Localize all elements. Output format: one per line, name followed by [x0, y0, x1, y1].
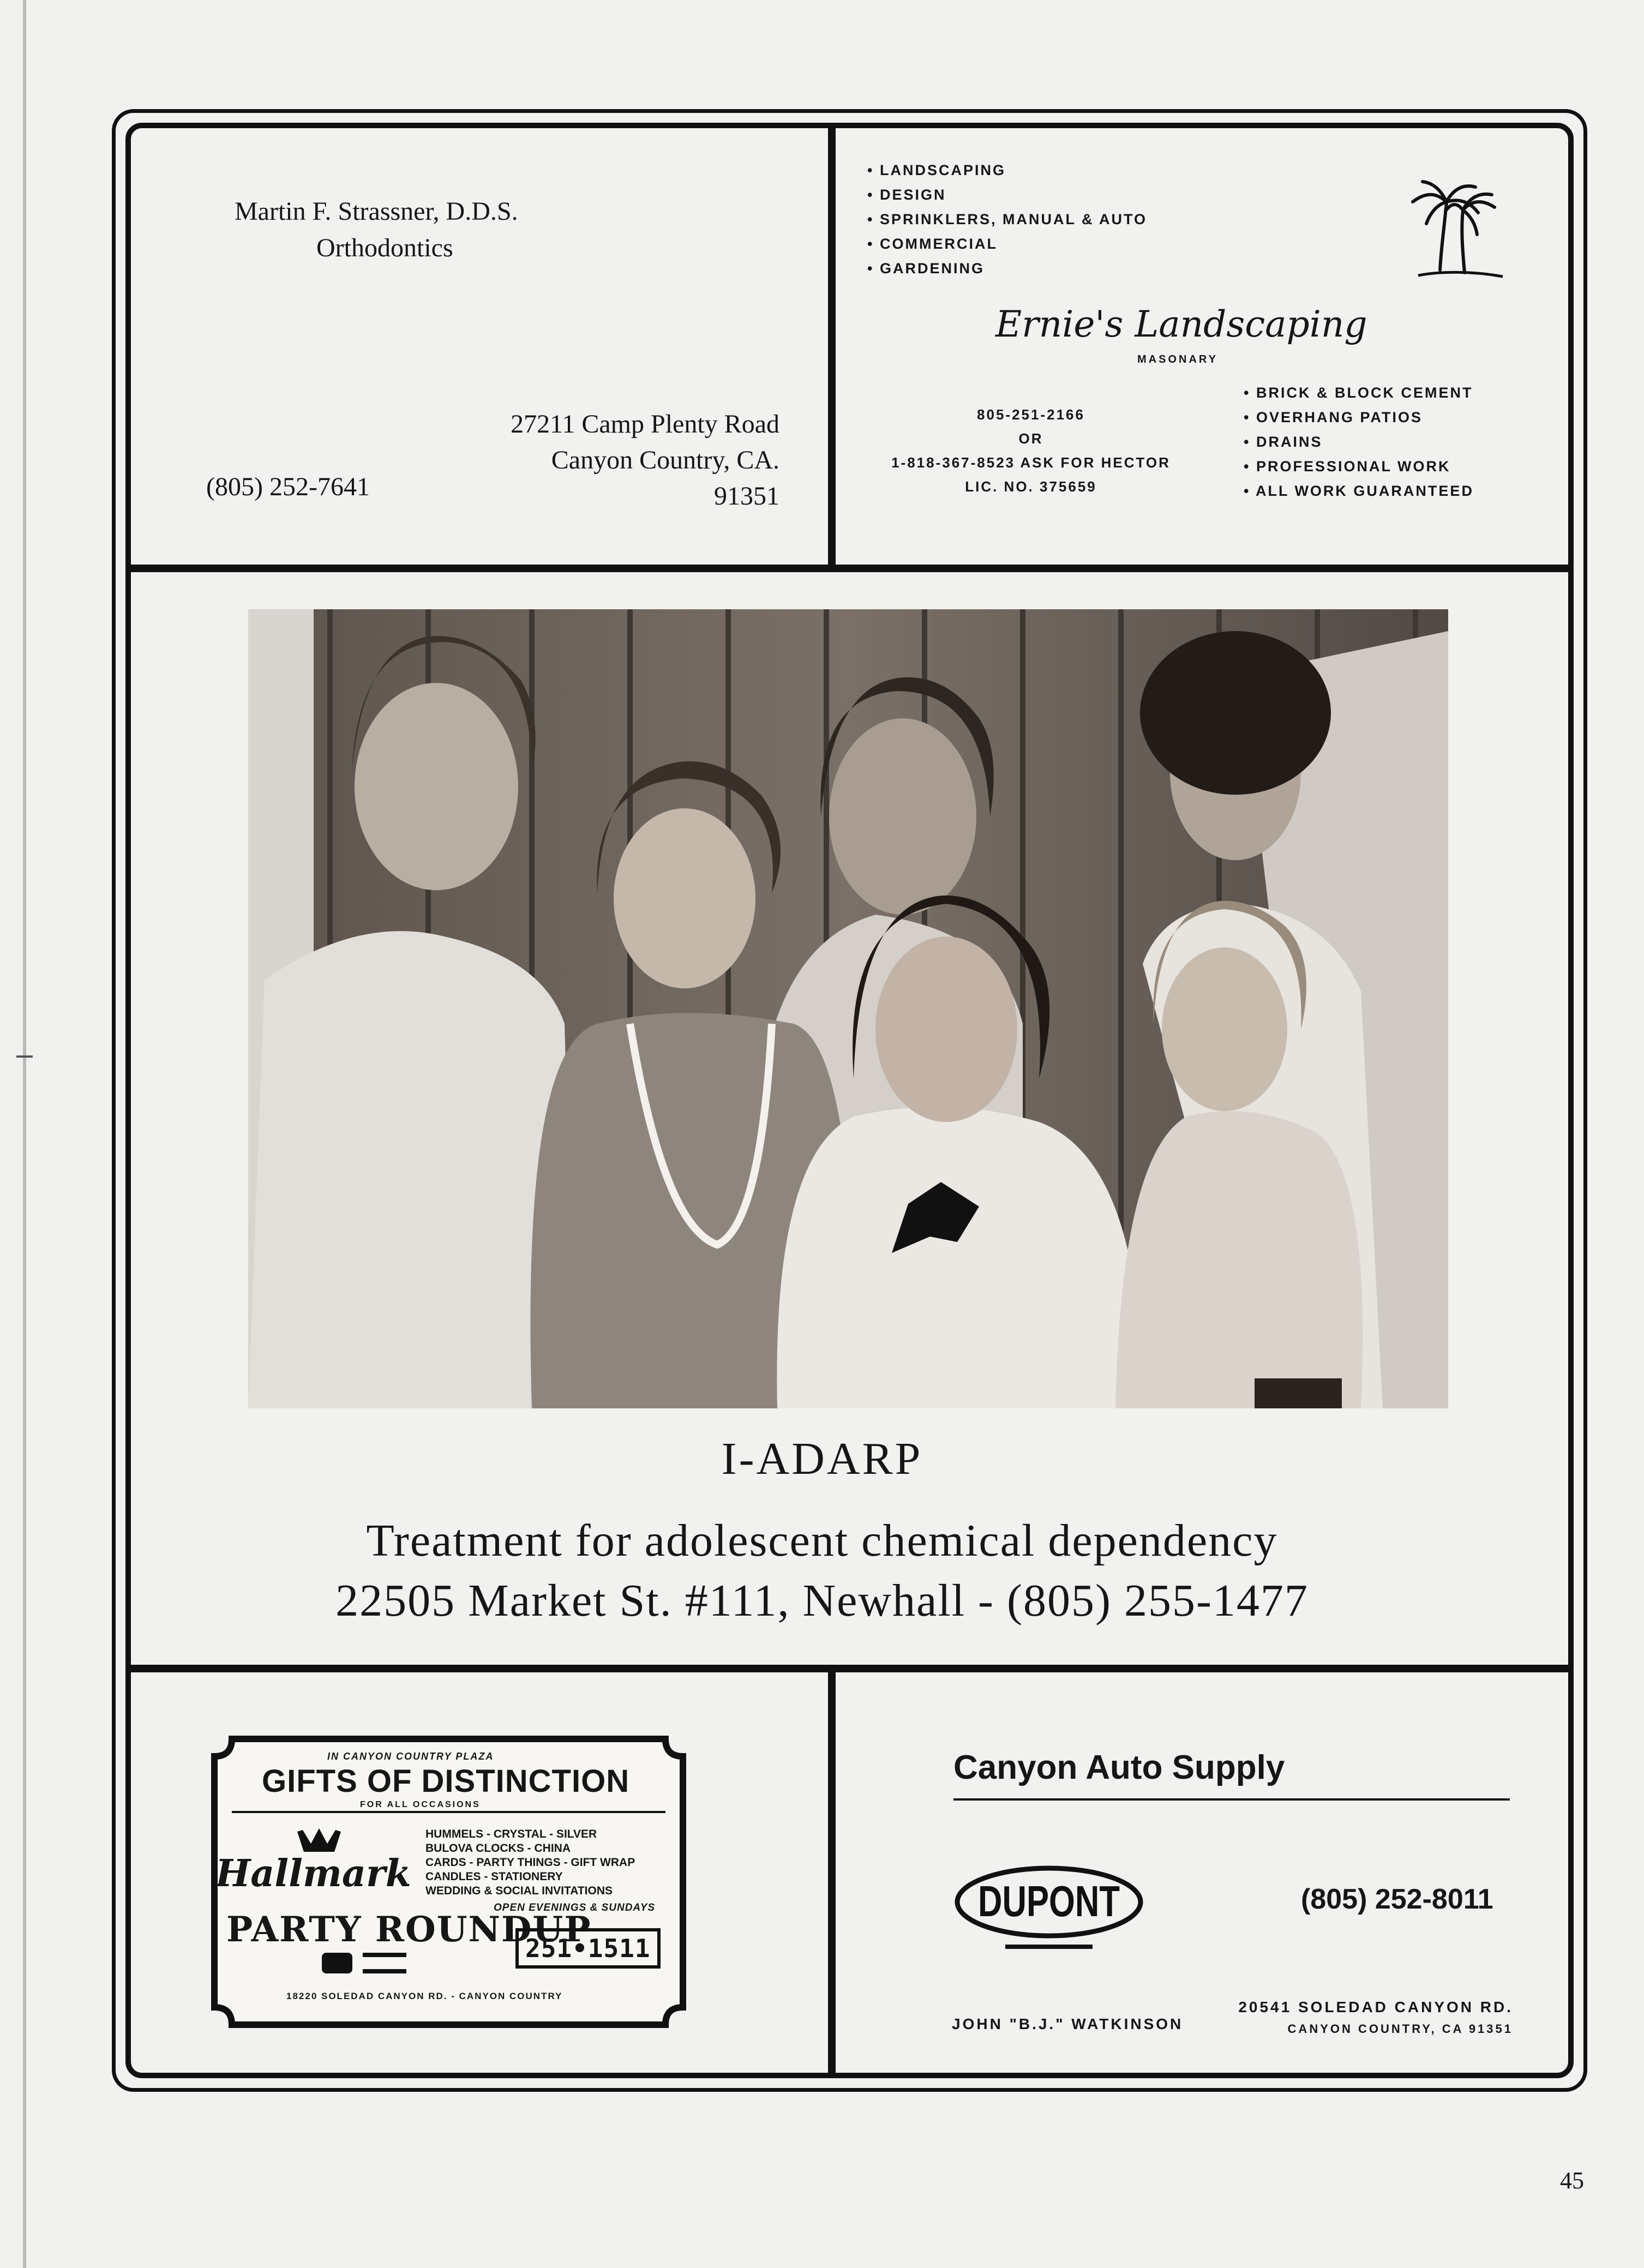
card-stripe-icon: [363, 1953, 406, 1973]
landscaping-phone-1: 805-251-2166: [977, 406, 1085, 423]
gifts-hours: OPEN EVENINGS & SUNDAYS: [494, 1902, 656, 1913]
dentist-specialty: Orthodontics: [316, 233, 453, 262]
auto-supply-city: CANYON COUNTRY, CA 91351: [1287, 2022, 1513, 2036]
group-photo: [248, 609, 1448, 1408]
palm-trees-icon: [1402, 172, 1505, 281]
list-item: • OVERHANG PATIOS: [1244, 405, 1474, 430]
adarp-description: Treatment for adolescent chemical dependency: [366, 1515, 1278, 1566]
list-item: CARDS - PARTY THINGS - GIFT WRAP: [425, 1856, 635, 1869]
gifts-address: 18220 SOLEDAD CANYON RD. - CANYON COUNTRY: [286, 1991, 563, 2001]
dentist-address: [511, 406, 779, 514]
gifts-location: IN CANYON COUNTRY PLAZA: [327, 1751, 494, 1762]
landscaping-or-label: OR: [1018, 430, 1043, 447]
adarp-address: 22505 Market St. #111, Newhall - (805) 255-1477: [335, 1575, 1309, 1626]
auto-supply-street: 20541 SOLEDAD CANYON RD.: [1238, 1999, 1513, 2015]
list-item: • DRAINS: [1244, 430, 1474, 454]
card-logo-icon: [322, 1953, 352, 1973]
landscaping-services-list: [867, 158, 1147, 281]
list-item: • COMMERCIAL: [867, 232, 1147, 256]
gifts-items: [425, 1827, 635, 1898]
dentist-name: Martin F. Strassner, D.D.S.: [235, 197, 518, 226]
list-item: BULOVA CLOCKS - CHINA: [425, 1842, 571, 1855]
gifts-phone: 251•1511: [515, 1928, 661, 1969]
list-item: • PROFESSIONAL WORK: [1244, 454, 1474, 479]
landscaping-subtitle: MASONARY: [1137, 353, 1218, 365]
landscaping-license: LIC. NO. 375659: [965, 478, 1097, 495]
landscaping-extra-services-list: [1244, 381, 1474, 503]
list-item: CANDLES - STATIONERY: [425, 1870, 563, 1883]
landscaping-business-name: Ernie's Landscaping: [995, 303, 1367, 345]
divider-bottom: [128, 1665, 1571, 1672]
binding-mark: [16, 1055, 33, 1058]
dupont-logo: [953, 1863, 1144, 1958]
divider-top-vertical: [828, 128, 836, 567]
list-item: • DESIGN: [867, 183, 1147, 207]
list-item: • BRICK & BLOCK CEMENT: [1244, 381, 1474, 405]
auto-supply-owner: JOHN "B.J." WATKINSON: [952, 2015, 1184, 2032]
list-item: • GARDENING: [867, 256, 1147, 281]
page-number: 45: [1560, 2167, 1584, 2194]
list-item: HUMMELS - CRYSTAL - SILVER: [425, 1828, 597, 1840]
divider-top: [128, 565, 1571, 572]
page-binding: [23, 0, 26, 2268]
auto-supply-address: [1238, 1996, 1513, 2040]
gifts-tagline: FOR ALL OCCASIONS: [360, 1800, 481, 1809]
landscaping-phone-2: 1-818-367-8523 ASK FOR HECTOR: [891, 454, 1171, 471]
dentist-zip: 91351: [714, 482, 779, 511]
list-item: • LANDSCAPING: [867, 158, 1147, 183]
dentist-phone: (805) 252-7641: [206, 472, 370, 501]
dupont-wordmark: DUPONT: [978, 1877, 1120, 1925]
list-item: • ALL WORK GUARANTEED: [1244, 479, 1474, 503]
adarp-title: I-ADARP: [721, 1433, 923, 1484]
dentist-city: Canyon Country, CA.: [551, 446, 779, 475]
auto-supply-title: Canyon Auto Supply: [953, 1749, 1285, 1786]
divider-bottom-vertical: [828, 1666, 836, 2075]
landscaping-contact: [862, 403, 1200, 499]
party-roundup-name: PARTY ROUNDUP: [226, 1909, 592, 1950]
auto-supply-phone: (805) 252-8011: [1301, 1883, 1493, 1915]
list-item: WEDDING & SOCIAL INVITATIONS: [425, 1885, 613, 1897]
gifts-headline: GIFTS OF DISTINCTION: [262, 1763, 630, 1799]
list-item: • SPRINKLERS, MANUAL & AUTO: [867, 207, 1147, 232]
auto-supply-rule: [953, 1798, 1510, 1801]
dentist-street: 27211 Camp Plenty Road: [511, 410, 779, 439]
hallmark-logo: Hallmark: [215, 1852, 411, 1895]
